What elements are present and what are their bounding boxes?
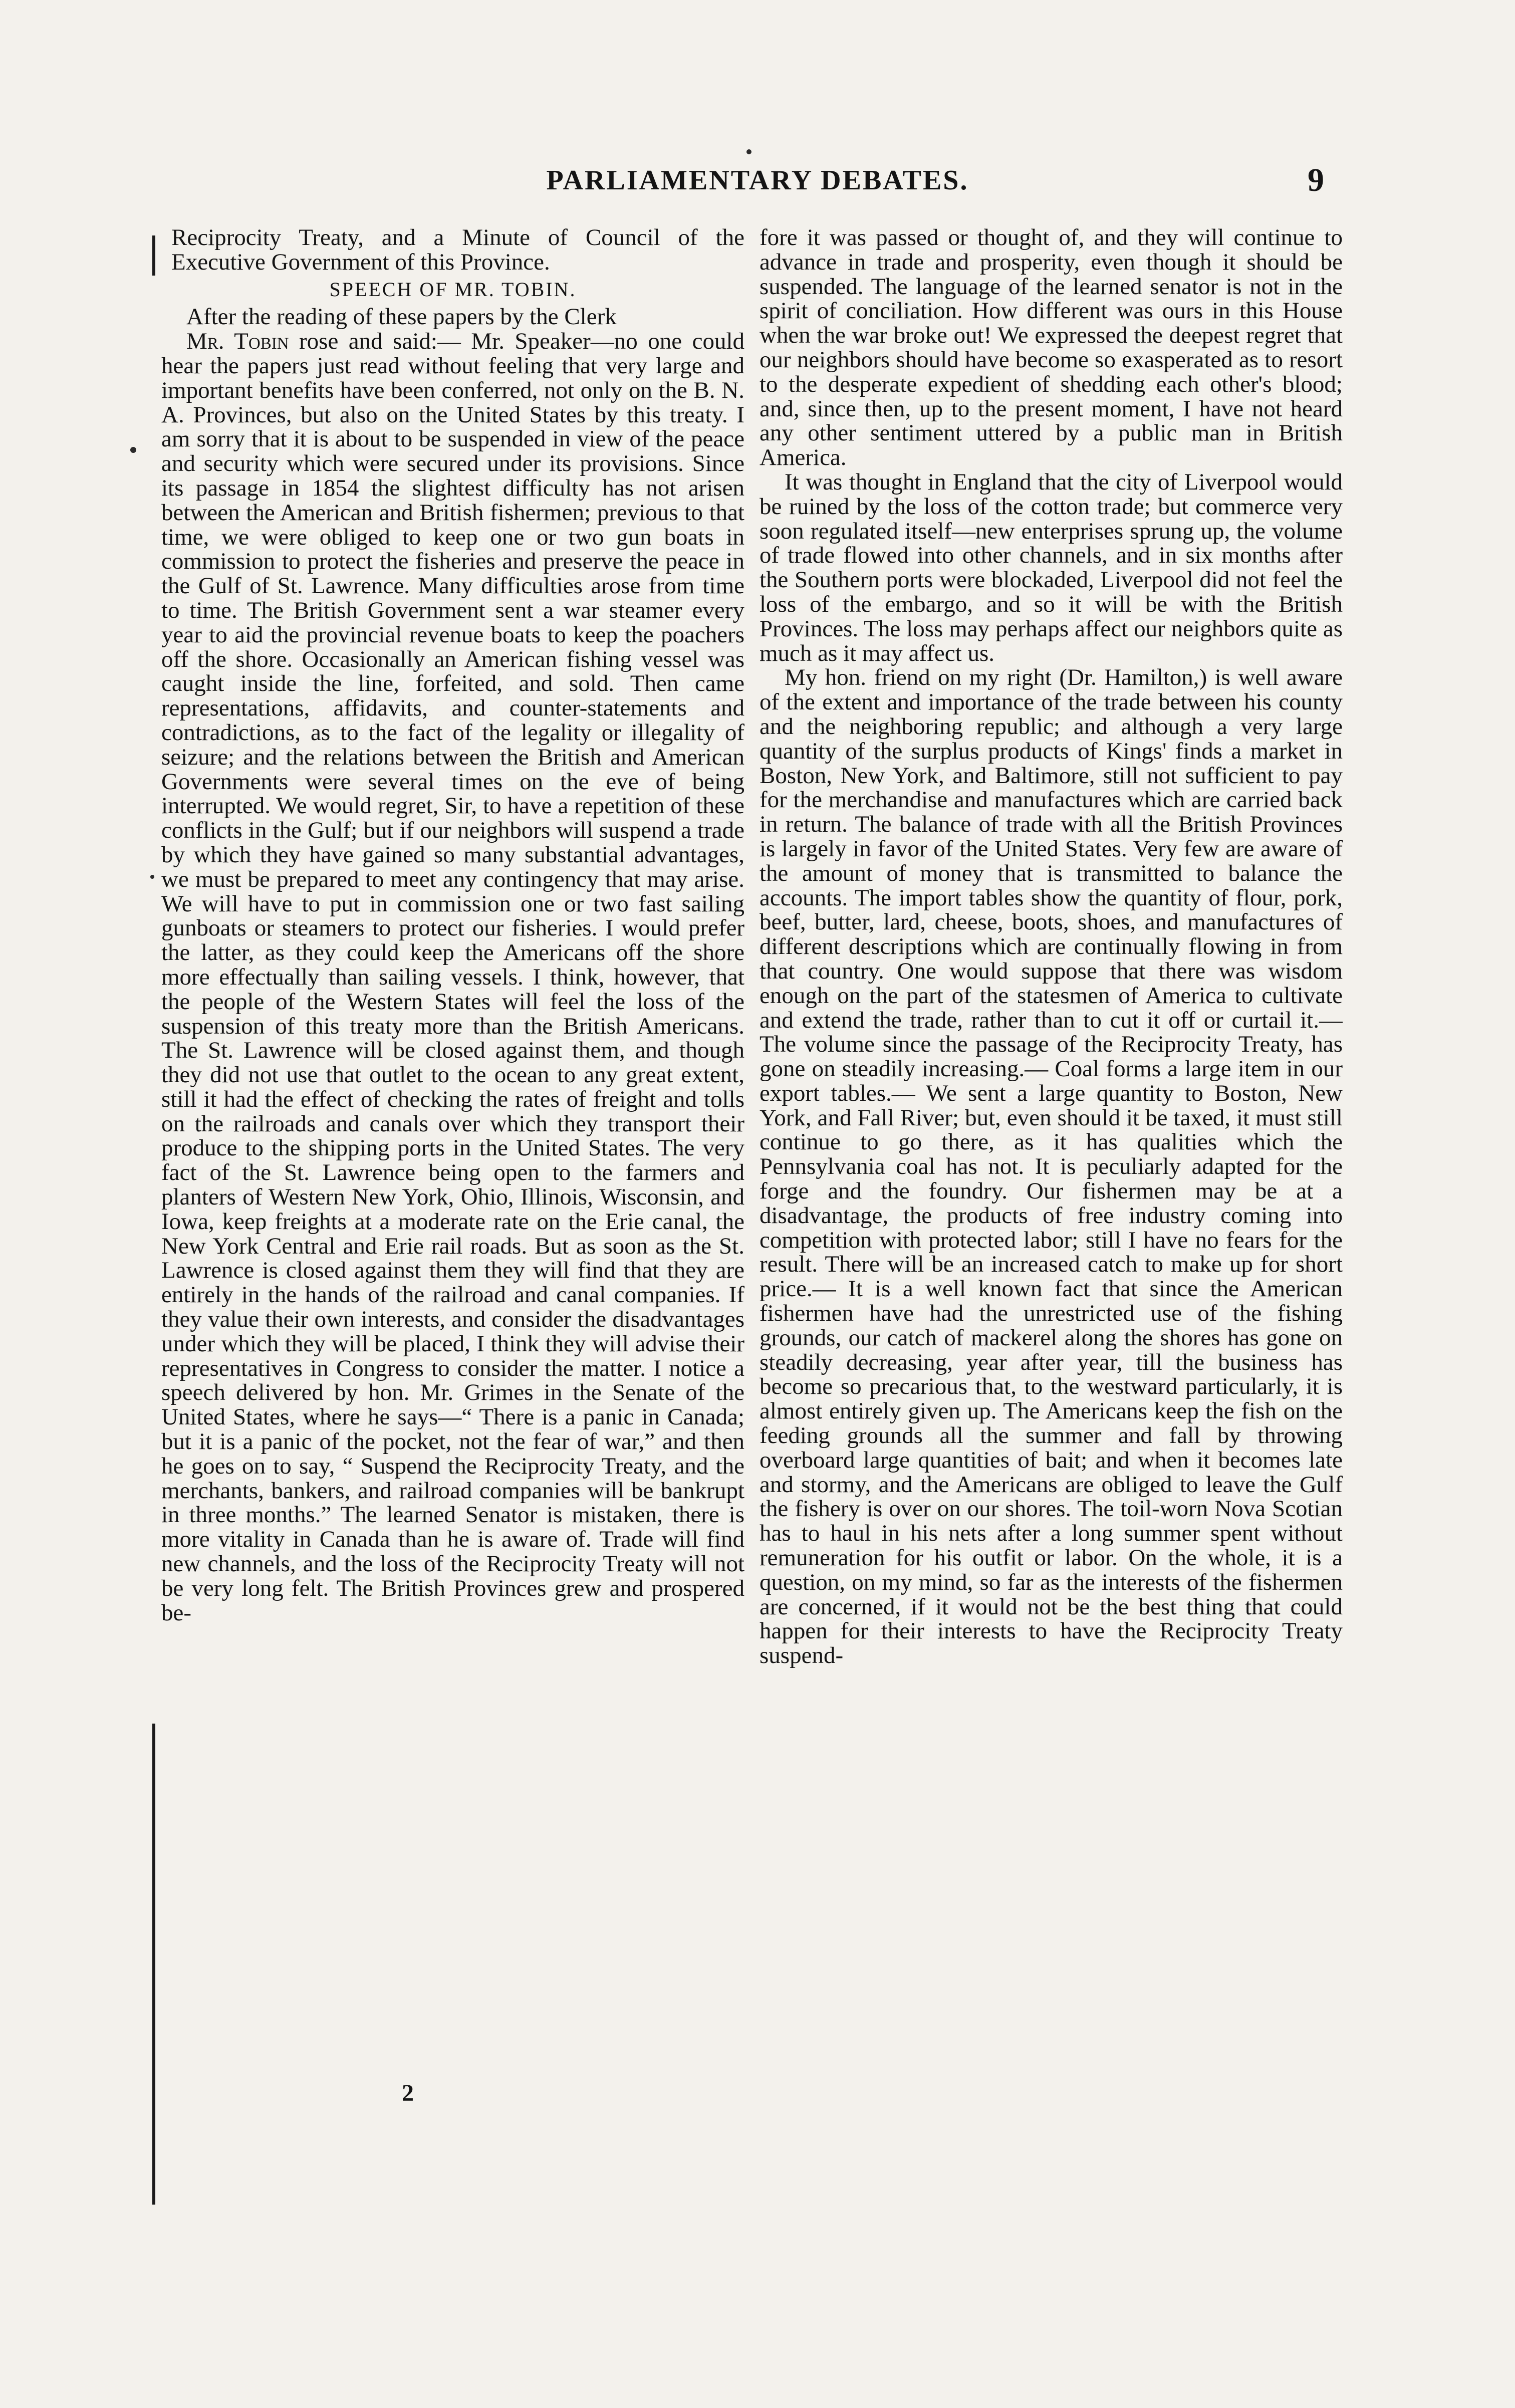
speech-heading: SPEECH OF MR. TOBIN. bbox=[329, 278, 577, 301]
intro-paragraph: Reciprocity Treaty, and a Minute of Council of the Executive Government of this Province. bbox=[171, 225, 744, 275]
margin-rule-top bbox=[152, 235, 155, 276]
trade-paragraph: My hon. friend on my right (Dr. Hamilton,) is well aware of the extent and importance of the trade between his county and the neighboring republic; and although a very large quantity of the surplus products of Kings' finds a market in Boston, New York, and Baltimore, still not sufficient to pay for the merchandise and manufactures which are carried back in return. The balance of trade with all the British Provinces is largely in favor of the United States. Very few are aware of the amount of money that is transmitted to balance the accounts. The import tables show the quantity of flour, pork, beef, butter, lard, cheese, boots, shoes, and manufactures of different descriptions which are continually flowing in from that country. One would suppose that there was wisdom enough on the part of the statesmen of America to cultivate and extend the trade, rather than to cut it off or curtail it.— The volume since the passage of the Reciprocity Treaty, has gone on steadily increasing.— Coal forms a large item in our export tables.— We sent a large quantity to Boston, New York, and Fall River; but, even should it be taxed, it must still continue to go there, as it has qualities which the Pennsylvania coal has not. It is peculiarly adapted for the forge and the foundry. Our fishermen may be at a disadvantage, the products of free industry coming into competition with protected labor; still I have no fears for the result. There will be an increased catch to make up for short price.— It is a well known fact that since the American fishermen have had the unrestricted use of the fishing grounds, our catch of mackerel along the shores has gone on steadily decreasing, year after year, till the business has become so precarious that, to the westward particularly, it is almost entirely given up. The Americans keep the fish on the feeding grounds all the summer and fall by throwing overboard large quantities of bait; and when it becomes late and stormy, and the Americans are obliged to leave the Gulf the fishery is over on our shores. The toil-worn Nova Scotian has to haul in his nets after a long summer spent without remuneration for his outfit or labor. On the whole, it is a question, on my mind, so far as the interests of the fishermen are concerned, if it would not be the best thing that could happen for their interests to have the Reciprocity Treaty suspend- bbox=[760, 664, 1343, 1669]
left-column bbox=[161, 225, 744, 2119]
signature-mark: 2 bbox=[402, 2080, 414, 2106]
ink-speck bbox=[130, 447, 136, 453]
speaker-name: Mr. Tobin bbox=[186, 328, 289, 355]
reading-paragraph: After the reading of these papers by the Clerk bbox=[186, 304, 617, 330]
right-column bbox=[760, 225, 1343, 2119]
liverpool-paragraph: It was thought in England that the city of Liverpool would be ruined by the loss of the cotton trade; but commerce very soon regulated itself—new enterprises sprung up, the volume of trade flowed into other channels, and in six months after the Southern ports were blockaded, Liverpool did not feel the loss of the embargo, and so it will be with the British Provinces. The loss may perhaps affect our neighbors quite as much as it may affect us. bbox=[760, 468, 1343, 666]
margin-rule-bottom bbox=[152, 1724, 155, 2205]
ink-speck bbox=[150, 875, 154, 879]
speech-paragraph bbox=[161, 329, 744, 1625]
page-number: 9 bbox=[1308, 162, 1324, 198]
page-running-title: PARLIAMENTARY DEBATES. bbox=[546, 165, 969, 196]
continuation-paragraph: fore it was passed or thought of, and they will continue to advance in trade and prosperity, even though it should be suspended. The language of the learned senator is not in the spirit of conciliation. How different was ours in this House when the war broke out! We expressed the deepest regret that our neighbors should have become so exasperated as to resort to the desperate expedient of shedding each other's blood; and, since then, up to the present moment, I have not heard any other sentiment uttered by a public man in British America. bbox=[760, 225, 1343, 471]
speech-text: rose and said:— Mr. Speaker—no one could hear the papers just read without feeling that very large and important benefits have been conferred, not only on the B. N. A. Provinces, but also on the United States by this treaty. I am sorry that it is about to be suspended in view of the peace and security which were secured under its provisions. Since its passage in 1854 the slightest difficulty has not arisen between the American and British fishermen; previous to that time, we were obliged to keep one or two gun boats in commission to protect the fisheries and preserve the peace in the Gulf of St. Lawrence. Many difficulties arose from time to time. The British Government sent a war steamer every year to aid the provincial revenue boats to keep the poachers off the shore. Occasionally an American fishing vessel was caught inside the line, forfeited, and sold. Then came representations, affidavits, and counter-statements and contradictions, as to the fact of the legality or illegality of seizure; and the relations between the British and American Governments were several times on the eve of being interrupted. We would regret, Sir, to have a repetition of these conflicts in the Gulf; but if our neighbors will suspend a trade by which they have gained so many substantial advantages, we must be prepared to meet any contingency that may arise. We will have to put in commission one or two fast sailing gunboats or steamers to protect our fisheries. I would prefer the latter, as they could keep the Americans off the shore more effectually than sailing vessels. I think, however, that the people of the Western States will feel the loss of the suspension of this treaty more than the British Americans. The St. Lawrence will be closed against them, and though they did not use that outlet to the ocean to any great extent, still it had the effect of checking the rates of freight and tolls on the railroads and canals over which they transport their produce to the shipping ports in the United States. The very fact of the St. Lawrence being open to the farmers and planters of Western New York, Ohio, Illinois, Wisconsin, and Iowa, keep freights at a moderate rate on the Erie canal, the New York Central and Erie rail roads. But as soon as the St. Lawrence is closed against them they will find that they are entirely in the hands of the railroad and canal companies. If they value their own interests, and consider the disadvantages under which they will be placed, I think they will advise their representatives in Congress to consider the matter. I notice a speech delivered by hon. Mr. Grimes in the Senate of the United States, where he says—“ There is a panic in Canada; but it is a panic of the pocket, not the fear of war,” and then he goes on to say, “ Suspend the Reciprocity Treaty, and the merchants, bankers, and railroad companies will be bankrupt in three months.” The learned Senator is mistaken, there is more vitality in Canada than he is aware of. Trade will find new channels, and the loss of the Reciprocity Treaty will not be very long felt. The British Provinces grew and prospered be- bbox=[161, 328, 744, 1626]
ink-speck bbox=[746, 149, 751, 154]
